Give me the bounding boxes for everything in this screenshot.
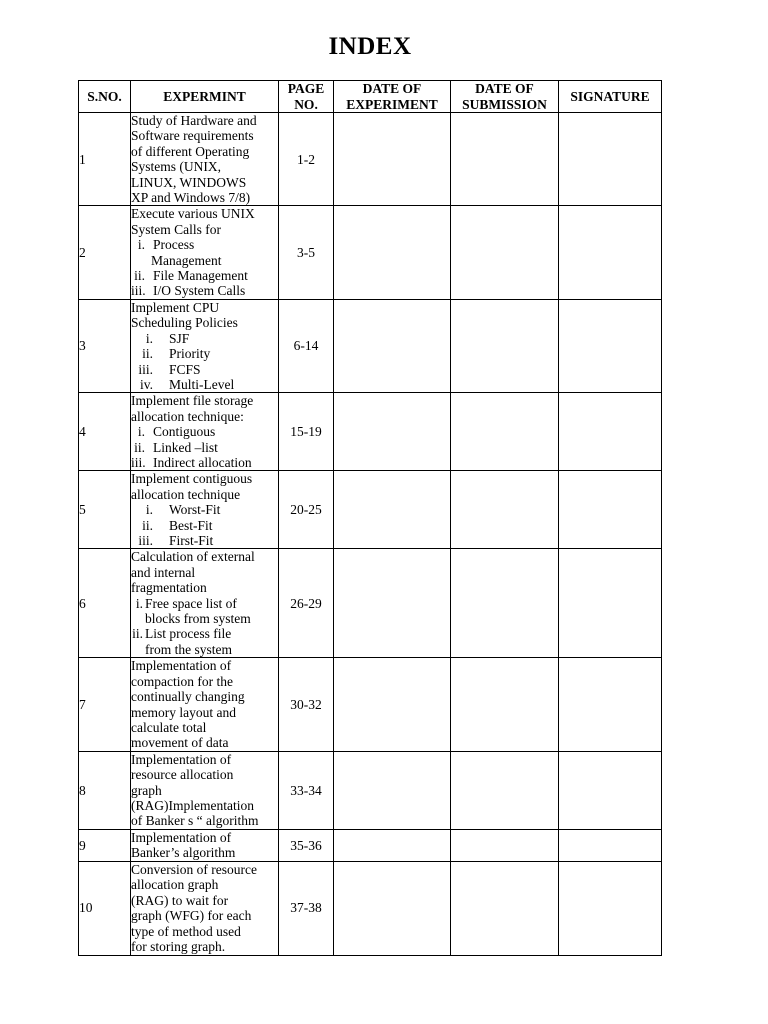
sub-item <box>131 362 278 377</box>
experiment-text-line: LINUX, WINDOWS <box>131 174 247 190</box>
date-of-experiment-cell[interactable] <box>334 549 451 658</box>
table-row <box>79 751 662 829</box>
sub-item-text: Process <box>153 237 195 253</box>
page-number: 20-25 <box>279 471 334 549</box>
sub-item-number: iii. <box>138 361 153 377</box>
experiment-text-line: fragmentation <box>131 580 207 596</box>
experiment-text-line: Software requirements <box>131 128 254 144</box>
sub-item-text: Contiguous <box>153 424 216 440</box>
date-of-submission-cell[interactable] <box>451 393 559 471</box>
page-number: 37-38 <box>279 861 334 955</box>
experiment-text-line: Study of Hardware and <box>131 113 257 128</box>
experiment-text-line: allocation technique: <box>131 408 244 424</box>
experiment-text-line: Systems (UNIX, <box>131 159 221 175</box>
table-row <box>79 861 662 955</box>
experiment-text-line: XP and Windows 7/8) <box>131 190 251 206</box>
date-of-submission-cell[interactable] <box>451 549 559 658</box>
date-of-submission-cell[interactable] <box>451 861 559 955</box>
sub-item-number: iii. <box>138 532 153 548</box>
experiment-text-line: graph <box>131 782 162 798</box>
page-number: 3-5 <box>279 206 334 299</box>
experiment-text-line: Conversion of resource <box>131 861 257 877</box>
sub-item-text: Worst-Fit <box>169 502 221 518</box>
date-of-experiment-cell[interactable] <box>334 658 451 751</box>
sub-item-number: iii. <box>131 283 146 299</box>
experiment-text-line: for storing graph. <box>131 938 226 954</box>
header-date-of-experiment: DATE OF EXPERIMENT <box>334 81 451 113</box>
sub-item-number: iii. <box>131 454 146 470</box>
date-of-experiment-cell[interactable] <box>334 299 451 392</box>
date-of-submission-cell[interactable] <box>451 829 559 861</box>
sub-item-text: Priority <box>169 346 211 362</box>
sub-item-text: Free space list of <box>145 595 237 611</box>
page-number: 33-34 <box>279 751 334 829</box>
date-of-experiment-cell[interactable] <box>334 393 451 471</box>
sub-item-continuation: Management <box>151 252 222 268</box>
date-of-experiment-cell[interactable] <box>334 113 451 206</box>
experiment-text-line: compaction for the <box>131 673 233 689</box>
sub-item-text: Linked –list <box>153 439 218 455</box>
sub-item <box>131 283 278 298</box>
experiment-text-line: type of method used <box>131 923 241 939</box>
index-table <box>78 80 662 956</box>
sub-item-text: I/O System Calls <box>153 283 246 299</box>
page-number: 1-2 <box>279 113 334 206</box>
date-of-experiment-cell[interactable] <box>334 471 451 549</box>
sub-item-number: iv. <box>140 376 153 392</box>
sub-item <box>131 455 278 470</box>
experiment-text-line: Implementation of <box>131 751 232 767</box>
experiment-text-line: movement of data <box>131 735 229 751</box>
experiment-cell <box>131 206 279 299</box>
table-row <box>79 113 662 206</box>
serial-number: 9 <box>79 829 131 861</box>
date-of-experiment-cell[interactable] <box>334 861 451 955</box>
date-of-submission-cell[interactable] <box>451 206 559 299</box>
experiment-cell <box>131 829 279 861</box>
sub-item-number: ii. <box>134 268 145 284</box>
serial-number: 4 <box>79 393 131 471</box>
experiment-text-line: of Banker s “ algorithm <box>131 813 259 829</box>
sub-item <box>131 346 278 361</box>
experiment-text-line: Implementation of <box>131 829 232 845</box>
sub-item-text: Best-Fit <box>169 517 213 533</box>
sub-item-number: i. <box>137 237 145 253</box>
sub-item-continuation: blocks from system <box>145 611 251 627</box>
sub-item-number: ii. <box>142 346 153 362</box>
experiment-text-line: memory layout and <box>131 704 236 720</box>
signature-cell[interactable] <box>559 393 662 471</box>
page-number: 35-36 <box>279 829 334 861</box>
page-number: 6-14 <box>279 299 334 392</box>
experiment-cell <box>131 549 279 658</box>
experiment-text-line: Scheduling Policies <box>131 315 238 331</box>
signature-cell[interactable] <box>559 206 662 299</box>
table-row <box>79 658 662 751</box>
sub-item-number: ii. <box>132 626 143 642</box>
sub-item <box>131 424 278 439</box>
sub-item-number: i. <box>145 502 153 518</box>
sub-item-text: SJF <box>169 330 190 346</box>
sub-item-number: i. <box>137 424 145 440</box>
serial-number: 3 <box>79 299 131 392</box>
sub-item <box>131 518 278 533</box>
signature-cell[interactable] <box>559 549 662 658</box>
serial-number: 6 <box>79 549 131 658</box>
header-experiment: EXPERMINT <box>131 81 279 113</box>
signature-cell[interactable] <box>559 829 662 861</box>
sub-item <box>131 268 278 283</box>
sub-item <box>131 626 278 641</box>
sub-item-text: First-Fit <box>169 532 214 548</box>
page-number: 26-29 <box>279 549 334 658</box>
serial-number: 7 <box>79 658 131 751</box>
date-of-experiment-cell[interactable] <box>334 206 451 299</box>
header-signature: SIGNATURE <box>559 81 662 113</box>
sub-item <box>131 331 278 346</box>
header-row <box>79 81 662 113</box>
table-row <box>79 393 662 471</box>
experiment-cell <box>131 113 279 206</box>
signature-cell[interactable] <box>559 658 662 751</box>
sub-item-text: List process file <box>145 626 232 642</box>
page-title: INDEX <box>328 33 412 60</box>
sub-item <box>131 377 278 392</box>
sub-item <box>131 596 278 611</box>
experiment-text-line: continually changing <box>131 689 245 705</box>
sub-item <box>131 440 278 455</box>
signature-cell[interactable] <box>559 861 662 955</box>
signature-cell[interactable] <box>559 471 662 549</box>
experiment-text-line: Banker’s algorithm <box>131 845 236 861</box>
table-row <box>79 299 662 392</box>
sub-item-number: ii. <box>142 517 153 533</box>
experiment-text-line: Implement file storage <box>131 393 254 409</box>
date-of-submission-cell[interactable] <box>451 113 559 206</box>
experiment-text-line: calculate total <box>131 720 207 735</box>
header-date-of-submission: DATE OF SUBMISSION <box>451 81 559 113</box>
date-of-submission-cell[interactable] <box>451 751 559 829</box>
experiment-text-line: Execute various UNIX <box>131 206 255 222</box>
experiment-text-line: allocation graph <box>131 877 219 893</box>
experiment-text-line: Implement CPU <box>131 299 220 315</box>
experiment-text-line: of different Operating <box>131 143 250 159</box>
sub-item-number: i. <box>145 330 153 346</box>
header-page-no: PAGE NO. <box>279 81 334 113</box>
serial-number: 8 <box>79 751 131 829</box>
experiment-text-line: (RAG) to wait for <box>131 892 229 908</box>
sub-item <box>131 237 278 252</box>
table-row <box>79 549 662 658</box>
experiment-cell <box>131 658 279 751</box>
signature-cell[interactable] <box>559 751 662 829</box>
sub-item-text: Indirect allocation <box>153 454 252 470</box>
header-sno: S.NO. <box>79 81 131 113</box>
signature-cell[interactable] <box>559 113 662 206</box>
sub-item-continuation: from the system <box>145 641 232 657</box>
table-row <box>79 829 662 861</box>
experiment-text-line: Calculation of external <box>131 549 255 565</box>
table-row <box>79 471 662 549</box>
date-of-experiment-cell[interactable] <box>334 751 451 829</box>
experiment-text-line: and internal <box>131 564 196 580</box>
experiment-text-line: Implementation of <box>131 658 232 674</box>
page-number: 15-19 <box>279 393 334 471</box>
experiment-text-line: resource allocation <box>131 767 234 783</box>
serial-number: 1 <box>79 113 131 206</box>
experiment-cell <box>131 393 279 471</box>
sub-item <box>131 502 278 517</box>
serial-number: 2 <box>79 206 131 299</box>
sub-item <box>131 533 278 548</box>
serial-number: 5 <box>79 471 131 549</box>
signature-cell[interactable] <box>559 299 662 392</box>
experiment-text-line: System Calls for <box>131 221 221 237</box>
sub-item-number: ii. <box>134 439 145 455</box>
date-of-submission-cell[interactable] <box>451 471 559 549</box>
date-of-submission-cell[interactable] <box>451 299 559 392</box>
sub-item-text: FCFS <box>169 361 201 377</box>
date-of-submission-cell[interactable] <box>451 658 559 751</box>
date-of-experiment-cell[interactable] <box>334 829 451 861</box>
page-number: 30-32 <box>279 658 334 751</box>
experiment-text-line: Implement contiguous <box>131 471 253 487</box>
experiment-text-line: allocation technique <box>131 486 241 502</box>
experiment-cell <box>131 751 279 829</box>
experiment-text-line: (RAG)Implementation <box>131 798 254 814</box>
sub-item-text: Multi-Level <box>169 376 235 392</box>
experiment-cell <box>131 471 279 549</box>
experiment-cell <box>131 861 279 955</box>
experiment-cell <box>131 299 279 392</box>
serial-number: 10 <box>79 861 131 955</box>
table-row <box>79 206 662 299</box>
sub-item-number: i. <box>135 595 143 611</box>
experiment-text-line: graph (WFG) for each <box>131 908 252 924</box>
sub-item-text: File Management <box>153 268 248 284</box>
